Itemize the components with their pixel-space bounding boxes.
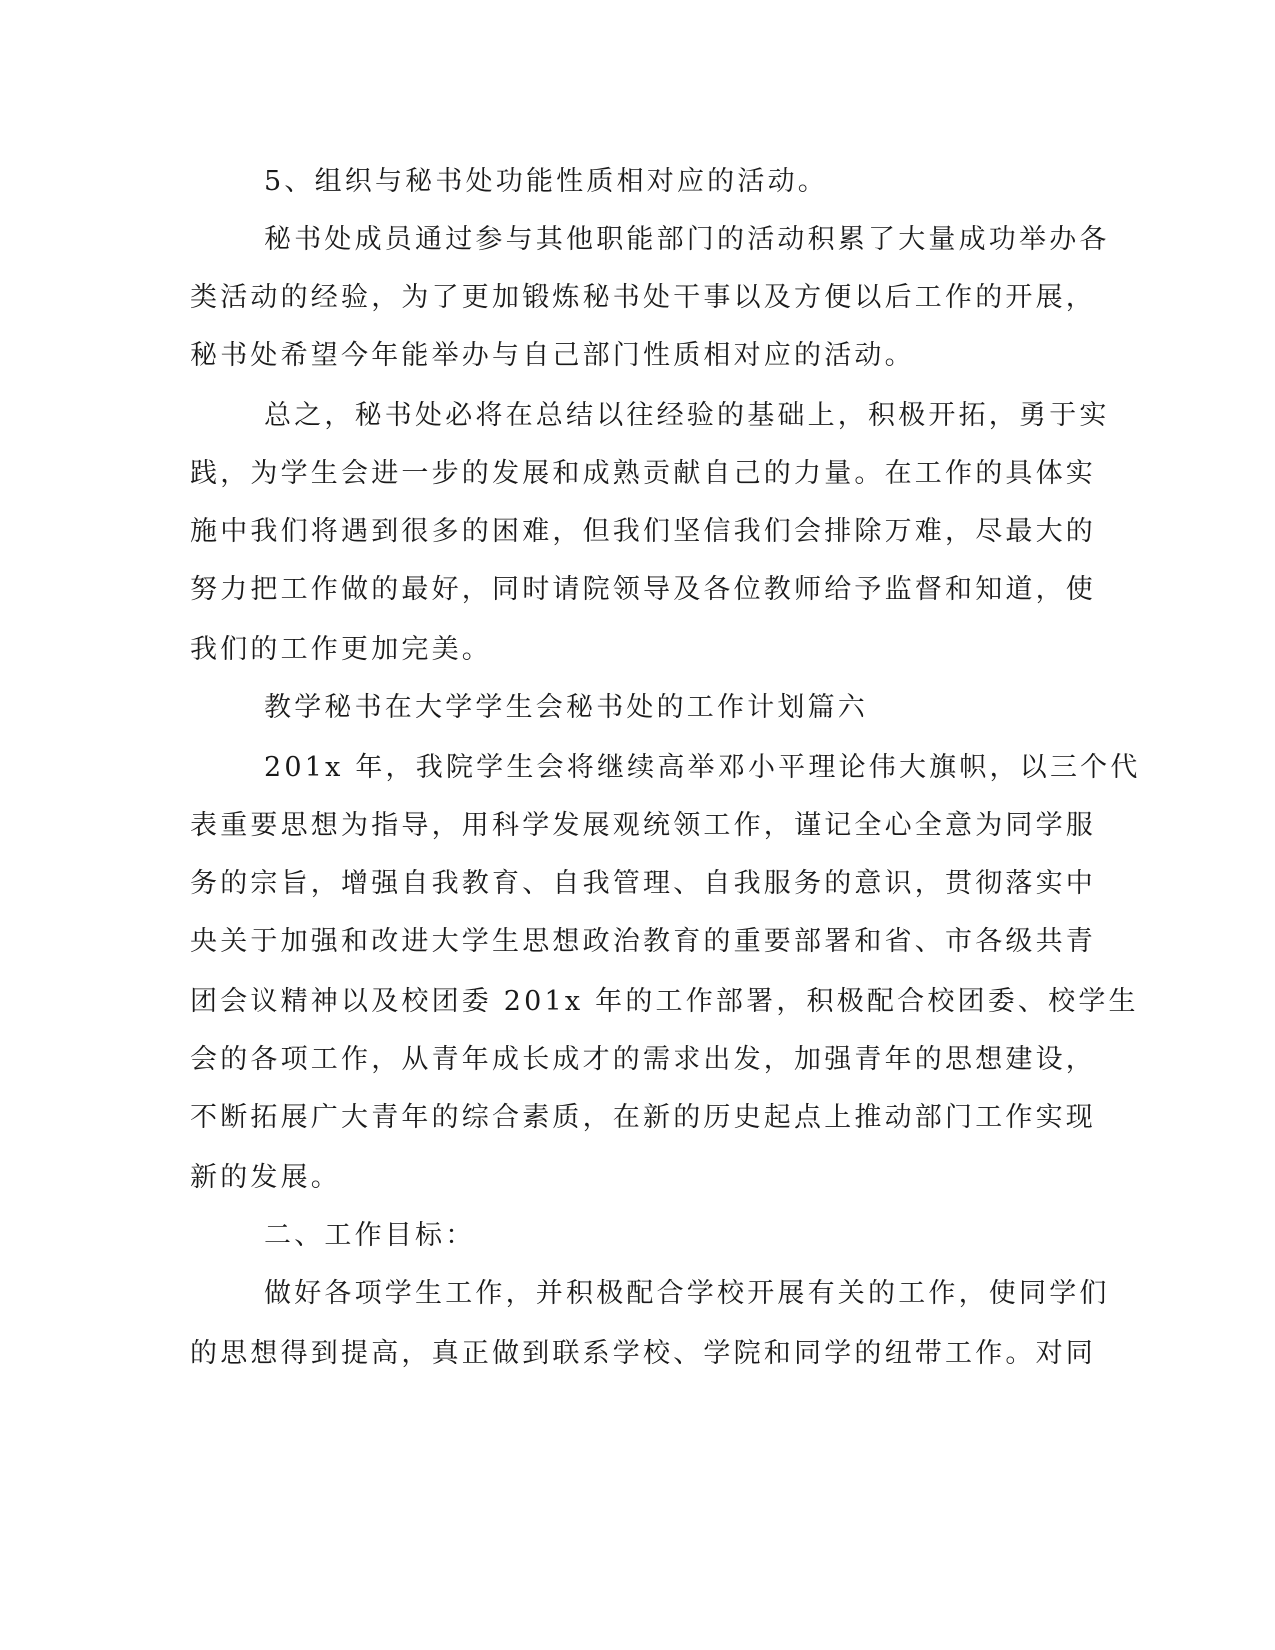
- text-line: 践，为学生会进一步的发展和成熟贡献自己的力量。在工作的具体实: [190, 458, 1096, 489]
- subsection-heading: 二、工作目标：: [264, 1220, 476, 1251]
- text-line: 表重要思想为指导，用科学发展观统领工作，谨记全心全意为同学服: [190, 810, 1096, 841]
- text-line: 新的发展。: [190, 1162, 341, 1193]
- text-line: 总之，秘书处必将在总结以往经验的基础上，积极开拓，勇于实: [264, 400, 1110, 431]
- text-line: 施中我们将遇到很多的困难，但我们坚信我们会排除万难，尽最大的: [190, 516, 1096, 547]
- text-line: 不断拓展广大青年的综合素质，在新的历史起点上推动部门工作实现: [190, 1102, 1096, 1133]
- text-line: 团会议精神以及校团委 201x 年的工作部署，积极配合校团委、校学生: [190, 986, 1139, 1017]
- text-line: 努力把工作做的最好，同时请院领导及各位教师给予监督和知道，使: [190, 574, 1096, 605]
- section-heading: 教学秘书在大学学生会秘书处的工作计划篇六: [264, 692, 868, 723]
- text-line: 务的宗旨，增强自我教育、自我管理、自我服务的意识，贯彻落实中: [190, 868, 1096, 899]
- text-line: 会的各项工作，从青年成长成才的需求出发，加强青年的思想建设，: [190, 1044, 1096, 1075]
- text-line: 秘书处希望今年能举办与自己部门性质相对应的活动。: [190, 340, 915, 371]
- text-line: 央关于加强和改进大学生思想政治教育的重要部署和省、市各级共青: [190, 926, 1096, 957]
- text-line: 类活动的经验，为了更加锻炼秘书处干事以及方便以后工作的开展，: [190, 282, 1096, 313]
- text-line: 秘书处成员通过参与其他职能部门的活动积累了大量成功举办各: [264, 224, 1110, 255]
- text-line: 201x 年，我院学生会将继续高举邓小平理论伟大旗帜，以三个代: [264, 752, 1141, 783]
- text-line: 5、组织与秘书处功能性质相对应的活动。: [264, 166, 828, 197]
- text-line: 我们的工作更加完美。: [190, 634, 492, 665]
- text-line: 的思想得到提高，真正做到联系学校、学院和同学的纽带工作。对同: [190, 1338, 1096, 1369]
- text-line: 做好各项学生工作，并积极配合学校开展有关的工作，使同学们: [264, 1278, 1110, 1309]
